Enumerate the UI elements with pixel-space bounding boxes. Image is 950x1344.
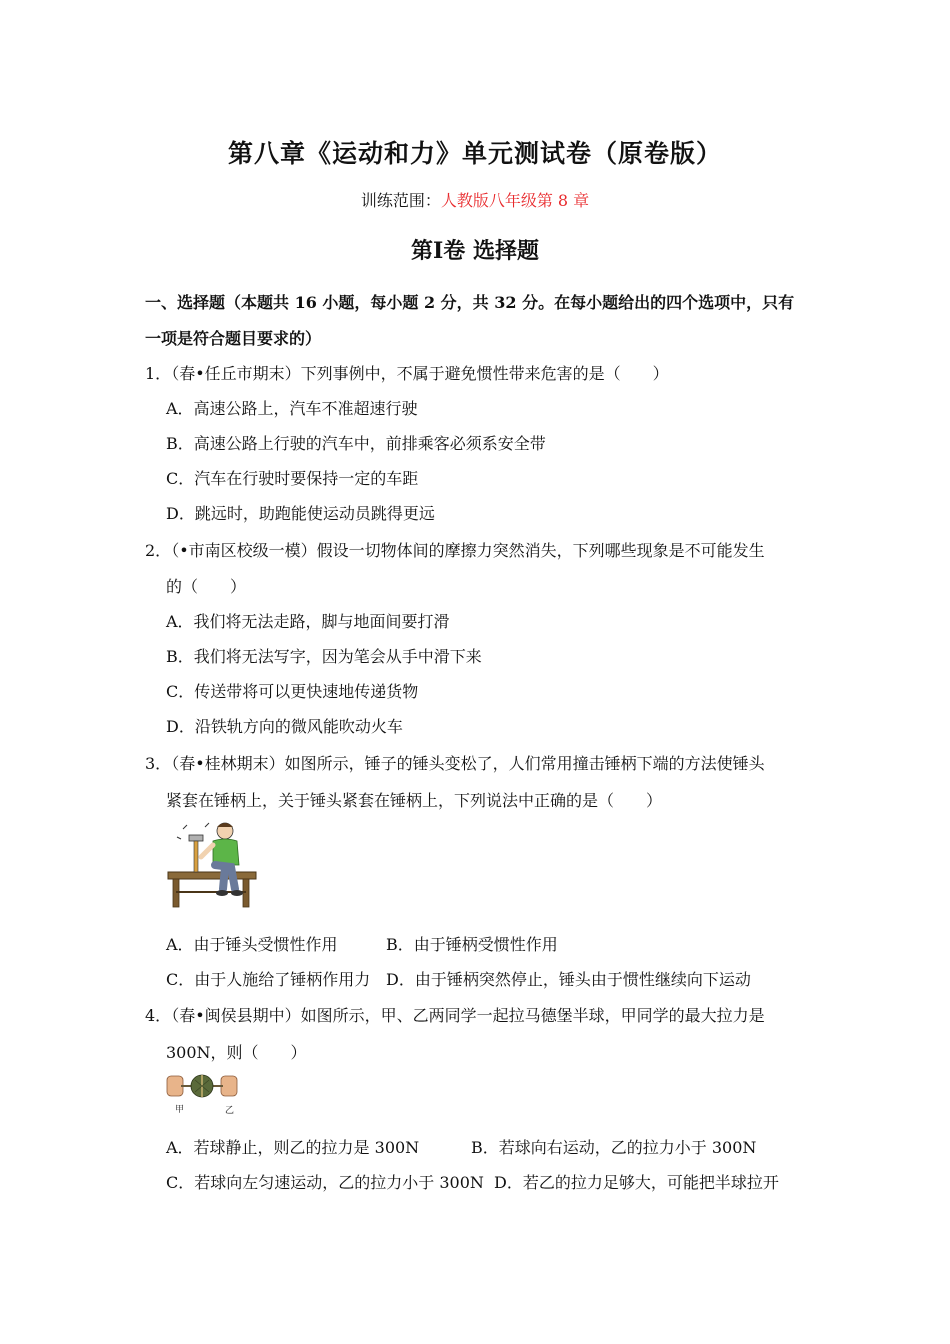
q2-option-c: C．传送带将可以更快速地传递货物 — [166, 682, 419, 701]
q4-option-a: A．若球静止，则乙的拉力是 300N — [166, 1138, 420, 1157]
question-1 — [145, 361, 669, 384]
training-scope — [0, 188, 950, 211]
q3-option-a: A．由于锤头受惯性作用 — [166, 935, 338, 954]
question-text: （春•任丘市期末）下列事例中，不属于避免惯性带来危害的是（ ） — [171, 364, 669, 383]
question-4 — [145, 1003, 765, 1026]
question-text: （•市南区校级一模）假设一切物体间的摩擦力突然消失，下列哪些现象是不可能发生 — [171, 541, 765, 560]
question-number: 3． — [145, 754, 172, 773]
question-3 — [145, 751, 765, 774]
label-yi: 乙 — [225, 1106, 235, 1116]
question-number: 1． — [145, 364, 172, 383]
question-text: （春•闽侯县期中）如图所示，甲、乙两同学一起拉马德堡半球，甲同学的最大拉力是 — [171, 1006, 765, 1025]
label-jia: 甲 — [175, 1105, 185, 1115]
page-title: 第八章《运动和力》单元测试卷（原卷版） — [227, 139, 722, 168]
question-number: 4． — [145, 1006, 172, 1025]
scope-label: 训练范围： — [360, 191, 441, 210]
hammer-bench-illustration — [165, 817, 260, 912]
q4-option-d: D．若乙的拉力足够大，可能把半球拉开 — [494, 1173, 779, 1192]
question-number: 2． — [145, 541, 172, 560]
q1-option-a: A．高速公路上，汽车不准超速行驶 — [166, 399, 418, 418]
q1-option-d: D．跳远时，助跑能使运动员跳得更远 — [166, 504, 435, 523]
q2-option-d: D．沿铁轨方向的微风能吹动火车 — [166, 717, 403, 736]
magdeburg-hemispheres-illustration — [165, 1072, 240, 1118]
q3-option-b: B．由于锤柄受惯性作用 — [386, 935, 558, 954]
q2-option-a: A．我们将无法走路，脚与地面间要打滑 — [166, 612, 450, 631]
q3-option-c: C．由于人施给了锤柄作用力 — [166, 970, 371, 989]
q4-option-c: C．若球向左匀速运动，乙的拉力小于 300N — [166, 1173, 484, 1192]
q3-text-continued: 紧套在锤柄上，关于锤头紧套在锤柄上，下列说法中正确的是（ ） — [166, 791, 663, 810]
q1-option-c: C．汽车在行驶时要保持一定的车距 — [166, 469, 419, 488]
scope-value: 人教版八年级第 8 章 — [440, 191, 590, 210]
q1-option-b: B．高速公路上行驶的汽车中，前排乘客必须系安全带 — [166, 434, 546, 453]
question-2 — [145, 538, 765, 561]
section-title: 第Ⅰ卷 选择题 — [411, 238, 539, 264]
question-text: （春•桂林期末）如图所示，锤子的锤头变松了，人们常用撞击锤柄下端的方法使锤头 — [171, 754, 765, 773]
q4-text-continued: 300N，则（ ） — [166, 1043, 307, 1062]
q2-option-b: B．我们将无法写字，因为笔会从手中滑下来 — [166, 647, 482, 666]
q2-text-continued: 的（ ） — [166, 577, 247, 596]
q3-option-d: D．由于锤柄突然停止，锤头由于惯性继续向下运动 — [386, 970, 751, 989]
part-one-instructions-line2: 一项是符合题目要求的） — [145, 329, 322, 348]
q4-option-b: B．若球向右运动，乙的拉力小于 300N — [471, 1138, 757, 1157]
part-one-instructions-line1: 一、选择题（本题共 16 小题，每小题 2 分，共 32 分。在每小题给出的四个选项中，只有 — [145, 293, 795, 312]
